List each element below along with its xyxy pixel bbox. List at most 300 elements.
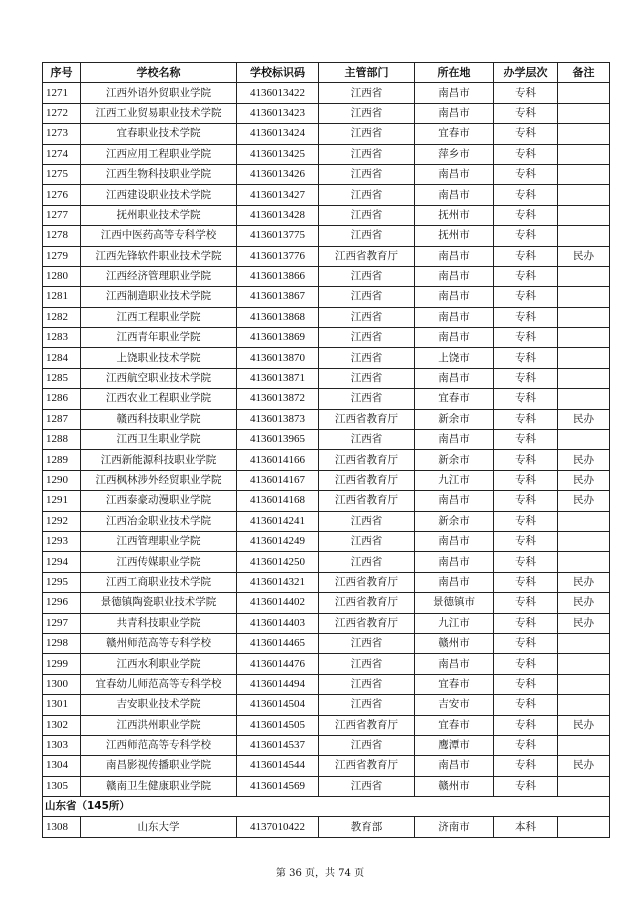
cell-school-code: 4136013868	[237, 307, 319, 327]
cell-school-code: 4136013870	[237, 348, 319, 368]
cell-level: 专科	[494, 124, 558, 144]
cell-level: 专科	[494, 674, 558, 694]
cell-authority: 江西省教育厅	[319, 409, 415, 429]
cell-school-code: 4136013871	[237, 368, 319, 388]
cell-authority: 江西省	[319, 735, 415, 755]
cell-authority: 江西省教育厅	[319, 491, 415, 511]
cell-school-name: 江西洪州职业学院	[81, 715, 237, 735]
cell-level: 专科	[494, 185, 558, 205]
cell-school-code: 4136013872	[237, 389, 319, 409]
cell-school-name: 江西外语外贸职业学院	[81, 83, 237, 103]
cell-remark: 民办	[558, 470, 610, 490]
cell-remark	[558, 205, 610, 225]
table-row	[43, 776, 610, 796]
cell-school-code: 4137010422	[237, 817, 319, 837]
cell-level: 专科	[494, 491, 558, 511]
table-row	[43, 307, 610, 327]
cell-serial: 1295	[43, 572, 81, 592]
cell-authority: 江西省	[319, 226, 415, 246]
table-row	[43, 735, 610, 755]
cell-level: 专科	[494, 409, 558, 429]
cell-serial: 1271	[43, 83, 81, 103]
section-row	[43, 797, 610, 817]
cell-remark	[558, 817, 610, 837]
cell-school-name: 江西青年职业学院	[81, 328, 237, 348]
cell-serial: 1298	[43, 633, 81, 653]
cell-serial: 1285	[43, 368, 81, 388]
cell-serial: 1290	[43, 470, 81, 490]
cell-location: 南昌市	[415, 552, 494, 572]
cell-location: 济南市	[415, 817, 494, 837]
cell-remark	[558, 226, 610, 246]
cell-location: 宜春市	[415, 124, 494, 144]
cell-serial: 1305	[43, 776, 81, 796]
cell-location: 南昌市	[415, 756, 494, 776]
cell-location: 南昌市	[415, 307, 494, 327]
cell-serial: 1297	[43, 613, 81, 633]
cell-school-name: 江西管理职业学院	[81, 531, 237, 551]
cell-remark: 民办	[558, 450, 610, 470]
cell-authority: 江西省	[319, 511, 415, 531]
cell-authority: 江西省教育厅	[319, 756, 415, 776]
cell-remark	[558, 674, 610, 694]
cell-serial: 1273	[43, 124, 81, 144]
cell-school-code: 4136013427	[237, 185, 319, 205]
table-row	[43, 124, 610, 144]
cell-school-code: 4136014168	[237, 491, 319, 511]
page-footer: 第 36 页，共 74 页	[275, 868, 365, 879]
cell-level: 专科	[494, 470, 558, 490]
cell-level: 专科	[494, 511, 558, 531]
cell-location: 九江市	[415, 613, 494, 633]
cell-school-code: 4136014465	[237, 633, 319, 653]
cell-remark	[558, 695, 610, 715]
table-row	[43, 368, 610, 388]
section-label: 山东省（145所）	[43, 797, 610, 817]
cell-authority: 江西省	[319, 695, 415, 715]
cell-remark	[558, 103, 610, 123]
cell-location: 吉安市	[415, 695, 494, 715]
table-row	[43, 613, 610, 633]
cell-location: 新余市	[415, 409, 494, 429]
cell-school-code: 4136014476	[237, 654, 319, 674]
cell-school-name: 赣州师范高等专科学校	[81, 633, 237, 653]
cell-remark	[558, 164, 610, 184]
cell-school-code: 4136013866	[237, 266, 319, 286]
cell-school-name: 江西中医药高等专科学校	[81, 226, 237, 246]
cell-serial: 1276	[43, 185, 81, 205]
table-row	[43, 266, 610, 286]
cell-authority: 江西省教育厅	[319, 246, 415, 266]
cell-authority: 江西省	[319, 552, 415, 572]
cell-serial: 1302	[43, 715, 81, 735]
cell-school-name: 景德镇陶瓷职业技术学院	[81, 593, 237, 613]
cell-level: 专科	[494, 450, 558, 470]
table-row	[43, 756, 610, 776]
table-row	[43, 430, 610, 450]
cell-remark	[558, 633, 610, 653]
cell-serial: 1288	[43, 430, 81, 450]
cell-school-code: 4136013424	[237, 124, 319, 144]
cell-authority: 江西省	[319, 348, 415, 368]
cell-remark	[558, 511, 610, 531]
cell-school-name: 共青科技职业学院	[81, 613, 237, 633]
cell-authority: 江西省	[319, 185, 415, 205]
table-row	[43, 287, 610, 307]
cell-school-code: 4136013775	[237, 226, 319, 246]
cell-level: 专科	[494, 328, 558, 348]
cell-location: 南昌市	[415, 654, 494, 674]
cell-school-code: 4136014402	[237, 593, 319, 613]
cell-level: 本科	[494, 817, 558, 837]
cell-level: 专科	[494, 348, 558, 368]
table-row	[43, 531, 610, 551]
table-row	[43, 572, 610, 592]
cell-location: 南昌市	[415, 572, 494, 592]
cell-school-name: 江西应用工程职业学院	[81, 144, 237, 164]
cell-remark: 民办	[558, 409, 610, 429]
table-row	[43, 246, 610, 266]
cell-school-code: 4136014505	[237, 715, 319, 735]
cell-location: 宜春市	[415, 389, 494, 409]
cell-serial: 1284	[43, 348, 81, 368]
cell-remark	[558, 83, 610, 103]
cell-level: 专科	[494, 389, 558, 409]
cell-authority: 江西省	[319, 368, 415, 388]
cell-level: 专科	[494, 572, 558, 592]
cell-school-name: 江西冶金职业技术学院	[81, 511, 237, 531]
table-header-row	[43, 63, 610, 83]
cell-school-name: 南昌影视传播职业学院	[81, 756, 237, 776]
cell-remark	[558, 287, 610, 307]
cell-location: 景德镇市	[415, 593, 494, 613]
cell-location: 南昌市	[415, 246, 494, 266]
cell-serial: 1275	[43, 164, 81, 184]
cell-location: 南昌市	[415, 83, 494, 103]
table-body	[43, 83, 610, 837]
cell-remark	[558, 531, 610, 551]
cell-authority: 江西省	[319, 124, 415, 144]
cell-authority: 江西省教育厅	[319, 613, 415, 633]
cell-authority: 江西省	[319, 307, 415, 327]
cell-level: 专科	[494, 695, 558, 715]
cell-location: 南昌市	[415, 368, 494, 388]
cell-remark	[558, 144, 610, 164]
cell-authority: 江西省	[319, 633, 415, 653]
cell-serial: 1291	[43, 491, 81, 511]
cell-location: 南昌市	[415, 266, 494, 286]
table-row	[43, 633, 610, 653]
cell-location: 南昌市	[415, 328, 494, 348]
cell-authority: 江西省教育厅	[319, 593, 415, 613]
table-row	[43, 715, 610, 735]
cell-school-name: 山东大学	[81, 817, 237, 837]
cell-level: 专科	[494, 103, 558, 123]
cell-serial: 1287	[43, 409, 81, 429]
cell-school-name: 江西泰豪动漫职业学院	[81, 491, 237, 511]
cell-serial: 1299	[43, 654, 81, 674]
cell-school-name: 江西先锋软件职业技术学院	[81, 246, 237, 266]
cell-school-name: 江西传媒职业学院	[81, 552, 237, 572]
cell-location: 萍乡市	[415, 144, 494, 164]
table-row	[43, 409, 610, 429]
table-row	[43, 674, 610, 694]
cell-serial: 1281	[43, 287, 81, 307]
table-row	[43, 593, 610, 613]
cell-school-code: 4136014537	[237, 735, 319, 755]
table-row	[43, 511, 610, 531]
cell-location: 抚州市	[415, 226, 494, 246]
cell-location: 南昌市	[415, 164, 494, 184]
cell-level: 专科	[494, 307, 558, 327]
cell-location: 新余市	[415, 450, 494, 470]
cell-remark	[558, 368, 610, 388]
cell-school-code: 4136013965	[237, 430, 319, 450]
cell-level: 专科	[494, 715, 558, 735]
cell-level: 专科	[494, 593, 558, 613]
table-row	[43, 226, 610, 246]
table-row	[43, 817, 610, 837]
cell-serial: 1272	[43, 103, 81, 123]
header-remark: 备注	[558, 63, 610, 83]
cell-authority: 江西省	[319, 144, 415, 164]
cell-remark: 民办	[558, 491, 610, 511]
header-serial: 序号	[43, 63, 81, 83]
cell-school-name: 江西农业工程职业学院	[81, 389, 237, 409]
table-row	[43, 103, 610, 123]
cell-authority: 江西省	[319, 205, 415, 225]
table-row	[43, 185, 610, 205]
table-row	[43, 144, 610, 164]
cell-level: 专科	[494, 654, 558, 674]
cell-level: 专科	[494, 144, 558, 164]
cell-location: 新余市	[415, 511, 494, 531]
cell-school-code: 4136014166	[237, 450, 319, 470]
cell-remark	[558, 389, 610, 409]
cell-level: 专科	[494, 531, 558, 551]
table-row	[43, 348, 610, 368]
table-row	[43, 389, 610, 409]
cell-remark: 民办	[558, 715, 610, 735]
cell-school-name: 上饶职业技术学院	[81, 348, 237, 368]
cell-authority: 江西省	[319, 164, 415, 184]
cell-school-name: 江西水利职业学院	[81, 654, 237, 674]
cell-remark: 民办	[558, 572, 610, 592]
cell-school-name: 吉安职业技术学院	[81, 695, 237, 715]
cell-location: 赣州市	[415, 633, 494, 653]
cell-authority: 江西省	[319, 103, 415, 123]
cell-serial: 1294	[43, 552, 81, 572]
cell-location: 抚州市	[415, 205, 494, 225]
cell-authority: 江西省	[319, 83, 415, 103]
cell-school-name: 江西经济管理职业学院	[81, 266, 237, 286]
cell-school-code: 4136014241	[237, 511, 319, 531]
cell-authority: 江西省	[319, 389, 415, 409]
cell-remark	[558, 735, 610, 755]
cell-school-code: 4136014494	[237, 674, 319, 694]
cell-authority: 江西省教育厅	[319, 450, 415, 470]
cell-level: 专科	[494, 613, 558, 633]
cell-remark: 民办	[558, 756, 610, 776]
cell-level: 专科	[494, 83, 558, 103]
table-row	[43, 654, 610, 674]
cell-school-code: 4136013776	[237, 246, 319, 266]
cell-school-name: 赣南卫生健康职业学院	[81, 776, 237, 796]
cell-serial: 1293	[43, 531, 81, 551]
cell-authority: 江西省	[319, 674, 415, 694]
cell-school-code: 4136014569	[237, 776, 319, 796]
header-authority: 主管部门	[319, 63, 415, 83]
cell-level: 专科	[494, 430, 558, 450]
cell-school-code: 4136014403	[237, 613, 319, 633]
cell-level: 专科	[494, 735, 558, 755]
cell-authority: 教育部	[319, 817, 415, 837]
cell-school-code: 4136014504	[237, 695, 319, 715]
cell-remark	[558, 552, 610, 572]
cell-remark	[558, 776, 610, 796]
cell-remark: 民办	[558, 593, 610, 613]
cell-remark	[558, 328, 610, 348]
cell-school-name: 江西工商职业技术学院	[81, 572, 237, 592]
cell-location: 南昌市	[415, 430, 494, 450]
cell-authority: 江西省	[319, 328, 415, 348]
cell-authority: 江西省	[319, 287, 415, 307]
cell-school-code: 4136013425	[237, 144, 319, 164]
cell-serial: 1282	[43, 307, 81, 327]
table-row	[43, 328, 610, 348]
cell-school-name: 江西建设职业技术学院	[81, 185, 237, 205]
cell-serial: 1283	[43, 328, 81, 348]
cell-school-code: 4136013422	[237, 83, 319, 103]
cell-serial: 1274	[43, 144, 81, 164]
table-row	[43, 450, 610, 470]
cell-level: 专科	[494, 633, 558, 653]
cell-location: 南昌市	[415, 185, 494, 205]
cell-serial: 1280	[43, 266, 81, 286]
table-row	[43, 83, 610, 103]
cell-authority: 江西省	[319, 266, 415, 286]
cell-serial: 1289	[43, 450, 81, 470]
cell-authority: 江西省	[319, 776, 415, 796]
cell-school-name: 江西师范高等专科学校	[81, 735, 237, 755]
cell-remark	[558, 185, 610, 205]
table-row	[43, 205, 610, 225]
cell-serial: 1308	[43, 817, 81, 837]
cell-level: 专科	[494, 246, 558, 266]
cell-level: 专科	[494, 756, 558, 776]
cell-school-name: 江西航空职业技术学院	[81, 368, 237, 388]
cell-serial: 1303	[43, 735, 81, 755]
cell-location: 南昌市	[415, 531, 494, 551]
cell-school-name: 江西工程职业学院	[81, 307, 237, 327]
cell-authority: 江西省教育厅	[319, 572, 415, 592]
cell-location: 宜春市	[415, 715, 494, 735]
cell-authority: 江西省	[319, 654, 415, 674]
cell-serial: 1278	[43, 226, 81, 246]
cell-serial: 1304	[43, 756, 81, 776]
cell-serial: 1300	[43, 674, 81, 694]
cell-level: 专科	[494, 368, 558, 388]
cell-level: 专科	[494, 552, 558, 572]
cell-remark: 民办	[558, 613, 610, 633]
cell-location: 赣州市	[415, 776, 494, 796]
cell-school-code: 4136014544	[237, 756, 319, 776]
cell-level: 专科	[494, 226, 558, 246]
cell-school-name: 江西卫生职业学院	[81, 430, 237, 450]
cell-location: 宜春市	[415, 674, 494, 694]
cell-school-code: 4136013873	[237, 409, 319, 429]
cell-serial: 1296	[43, 593, 81, 613]
cell-school-code: 4136014321	[237, 572, 319, 592]
cell-school-code: 4136014250	[237, 552, 319, 572]
cell-serial: 1301	[43, 695, 81, 715]
cell-school-name: 赣西科技职业学院	[81, 409, 237, 429]
cell-school-code: 4136014249	[237, 531, 319, 551]
cell-school-code: 4136013423	[237, 103, 319, 123]
cell-authority: 江西省	[319, 430, 415, 450]
cell-school-code: 4136013428	[237, 205, 319, 225]
cell-remark	[558, 348, 610, 368]
cell-remark	[558, 430, 610, 450]
cell-remark	[558, 124, 610, 144]
cell-location: 南昌市	[415, 103, 494, 123]
cell-remark	[558, 266, 610, 286]
cell-serial: 1292	[43, 511, 81, 531]
cell-school-name: 宜春职业技术学院	[81, 124, 237, 144]
cell-location: 上饶市	[415, 348, 494, 368]
table-row	[43, 695, 610, 715]
cell-serial: 1286	[43, 389, 81, 409]
cell-location: 南昌市	[415, 491, 494, 511]
cell-location: 南昌市	[415, 287, 494, 307]
cell-school-name: 江西工业贸易职业技术学院	[81, 103, 237, 123]
table-row	[43, 164, 610, 184]
table-row	[43, 491, 610, 511]
cell-remark	[558, 654, 610, 674]
cell-location: 九江市	[415, 470, 494, 490]
cell-authority: 江西省教育厅	[319, 715, 415, 735]
cell-school-name: 江西新能源科技职业学院	[81, 450, 237, 470]
header-level: 办学层次	[494, 63, 558, 83]
cell-school-code: 4136014167	[237, 470, 319, 490]
header-school-code: 学校标识码	[237, 63, 319, 83]
cell-level: 专科	[494, 205, 558, 225]
cell-location: 鹰潭市	[415, 735, 494, 755]
table-row	[43, 470, 610, 490]
cell-school-name: 江西制造职业技术学院	[81, 287, 237, 307]
cell-school-name: 江西生物科技职业学院	[81, 164, 237, 184]
cell-school-name: 抚州职业技术学院	[81, 205, 237, 225]
cell-level: 专科	[494, 266, 558, 286]
cell-serial: 1279	[43, 246, 81, 266]
cell-school-name: 宜春幼儿师范高等专科学校	[81, 674, 237, 694]
cell-remark	[558, 307, 610, 327]
cell-school-name: 江西枫林涉外经贸职业学院	[81, 470, 237, 490]
cell-school-code: 4136013426	[237, 164, 319, 184]
cell-authority: 江西省	[319, 531, 415, 551]
university-list-table	[42, 62, 610, 838]
cell-level: 专科	[494, 164, 558, 184]
cell-school-code: 4136013869	[237, 328, 319, 348]
cell-authority: 江西省教育厅	[319, 470, 415, 490]
header-location: 所在地	[415, 63, 494, 83]
cell-level: 专科	[494, 776, 558, 796]
cell-level: 专科	[494, 287, 558, 307]
cell-remark: 民办	[558, 246, 610, 266]
cell-serial: 1277	[43, 205, 81, 225]
table-row	[43, 552, 610, 572]
cell-school-code: 4136013867	[237, 287, 319, 307]
